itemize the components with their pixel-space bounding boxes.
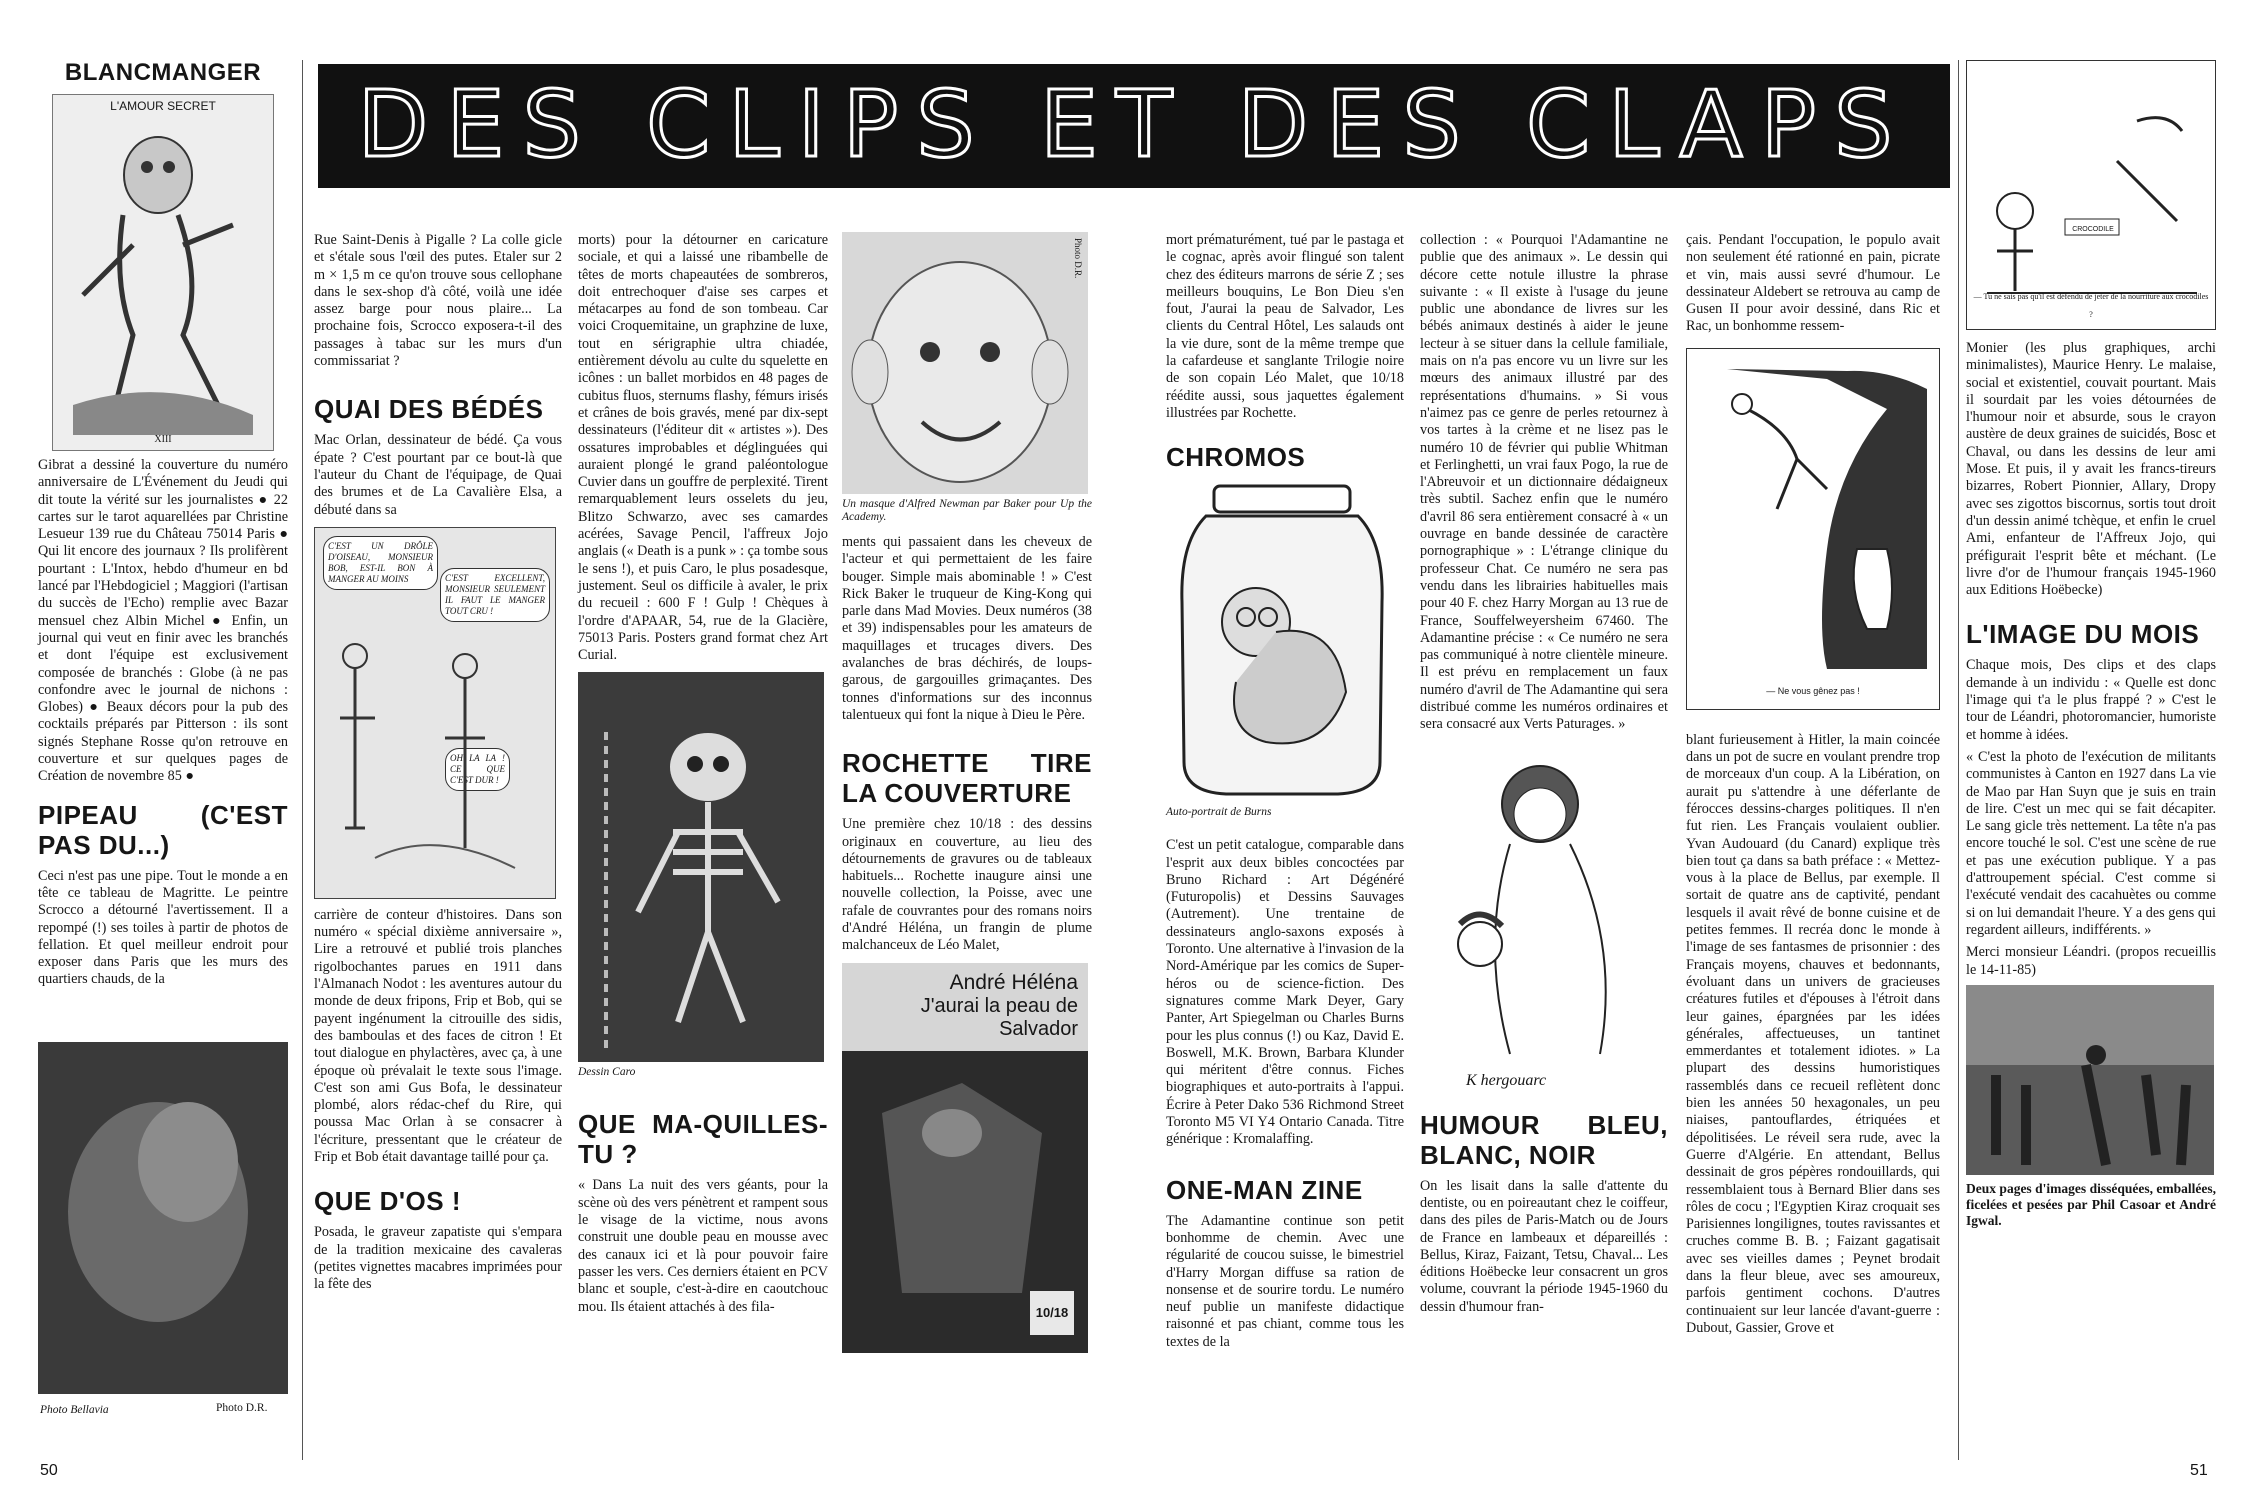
figure-line-drawing xyxy=(1420,744,1660,1064)
jar-drawing xyxy=(1166,482,1398,802)
jar-self-portrait-illustration xyxy=(1166,482,1398,802)
tarot-card-illustration xyxy=(52,94,274,451)
speech-bubble: OH LA LA ! CE QUE C'EST DUR ! xyxy=(445,748,510,791)
artist-signature: K hergouarc xyxy=(1466,1072,1547,1090)
adamantine-text: The Adamantine continue son petit bonhomme de chemin. Avec une régularité de coucou suisse, le bimestriel d'Harry Morgan diffuse sa ration de nonsense et de sourire tordu. Le numéro neuf publie un manifeste didactique raisonné et pas chiant, comme tous les textes de la xyxy=(1166,1212,1404,1350)
comic-drawing xyxy=(315,528,555,898)
occupation-text: çais. Pendant l'occupation, le populo avait non seulement été rationné en pain, picrate et vin, mais aussi sevré d'humour. Le dessinateur Aldebert se retrouva au camp de Gusen II pour avoir dessiné, dans Ric et Rac, un bonhomme ressem- xyxy=(1686,232,1940,335)
heading-pipeau: PIPEAU (C'EST PAS DU...) xyxy=(38,799,288,860)
diving-cartoon xyxy=(1686,348,1940,710)
cartoon-caption: — Tu ne sais pas qu'il est défendu de jeter de la nourriture aux crocodiles ? xyxy=(1973,292,2209,319)
page-number-right: 51 xyxy=(2190,1462,2208,1479)
mother-figure-drawing xyxy=(1420,744,1660,1094)
photo-credit: Photo D.R. xyxy=(1073,238,1083,279)
heading-que-dos: QUE D'OS ! xyxy=(314,1186,461,1217)
banner-title-lettering xyxy=(318,64,1950,188)
photo-credit-dr: Photo D.R. xyxy=(216,1402,268,1414)
mask-face-drawing xyxy=(842,232,1088,494)
book-cover-helena xyxy=(842,963,1088,1353)
column-5 xyxy=(1166,232,1404,1356)
almanach-text: carrière de conteur d'histoires. Dans son numéro « spécial dixième anniversaire », Lire a retrouvé et publié trois planches rigolbochantes parues en 1911 dans l'Almanach Nodot : les aventures autour du monde de deux fripons, Frip et Bob, qui se payent ingénument la citrouille des sidis, des bamboulas et des faces de citron ! Et tout dialogue en phylactères, avec ça, à une époque où prévalait le texte sous l'image. C'est son ami Gus Bofa, le dessinateur plombé, alors rédac-chef du Rire, qui poussa Mac Orlan à se consacrer à l'écriture, pressentant que le créateur de Frip et Bob était davantage taillé pour ça. xyxy=(314,906,562,1166)
footer-credits: Deux pages d'images disséquées, emballées, ficelées et pesées par Phil Casoar et André Igwal. xyxy=(1966,1180,2216,1228)
caption-mask: Un masque d'Alfred Newman par Baker pour Up the Academy. xyxy=(842,498,1092,523)
mad-movies-text: ments qui passaient dans les cheveux de l'acteur et qui permettaient de les faire bouger. Simple mais abominable ! » C'est Rick Baker le truqueur de King-Kong qui parle dans Mad Movies. Deux numéros (38 et 39) indispensables pour les amateurs de maquillages et trucages divers. Des avalanches de bras déchirés, de loups-garous, de gargouilles grimaçantes. Des tonnes d'informations sur des inconnus talentueux qui font la nique à Dieu le Père. xyxy=(842,534,1092,723)
column-4 xyxy=(842,232,1092,1353)
crocodile-drawing xyxy=(1967,61,2215,301)
adamantine-continued-text: collection : « Pourquoi l'Adamantine ne publie que des animaux ». Le dessin qui décore cette notule illustre la phrase suivante : « Il existe à l'usage du jeune public une abondance de livres sur les bébés animaux destinés à aider le jeune lecteur à se situer dans la cellule familiale, mais on n'a pas encore vu un livre sur les mœurs des animaux illustré par des représentations d'humains. » Si vous n'aimez pas ce genre de perles retournez à vos tartes à la crème et ne lisez pas le numéro 10 de février qui publie Whitman et Ferlinghetti, un vrai faux Pogo, la rue de l'Abreuvoir et un dictionnaire dédaigneux très subtil. Sachez enfin que le numéro d'avril 86 sera entièrement consacré à « un ouvrage en bande dessinée de caractère pornographique » : L'étrange clinique du professeur Chat. Ce numéro ne sera pas vendu dans les librairies habituelles mais pour 40 F. chez Harry Morgan au 13 rue de France, Souffelweyersheim 67460. The Adamantine précise : « Ce numéro ne sera pas communiqué à notre clientèle mineure. Il est prévu en remplacement un faux numéro d'avril de The Adamantine qui sera distribué comme les numéros ordinaires et sera consacré aux Verts Paturages. » xyxy=(1420,232,1668,733)
humour-text: On les lisait dans la salle d'attente du dentiste, ou en poireautant chez le coiffeur, dans des piles de Paris-Match ou de Jours de France en lambeaux et dépareillés : Bellus, Kiraz, Faizant, Tetsu, Chaval... Les éditions Hoëbecke leur consacrent un gros volume, couvrant la période 1945-1960 du dessin d'humour fran- xyxy=(1420,1177,1668,1315)
book-author: André Héléna xyxy=(949,970,1078,994)
skeleton-drawing xyxy=(578,672,824,1062)
column-2 xyxy=(314,232,562,1299)
skeleton-woodcut-illustration xyxy=(578,672,824,1062)
news-text: Gibrat a dessiné la couverture du numéro anniversaire de L'Événement du Jeudi qui dit toute la vérité sur les journalistes ● 22 cartes sur le tarot aquarellées par Christine Lesueur 139 rue du Château 75014 Paris ● Qui lit encore des journaux ? Ils prolifèrent pourtant : L'Intox, hebdo d'humeur en bd lancé par l'Hebdogiciel ; Maggiori (l'artisan du succès de l'Echo) remplie avec Bazar mensuel chez Albin Michel ● Enfin, un journal qui veut en finir avec les branchés et dont l'équipe est exclusivement composée de branchés : Globe (à ne pas confondre avec le journal de nichons : Globes) ● Beaux décors pour la pub des cocktails préparés par Pitterson : ils sont signés Stephane Rosse qu'on retrouve en couverture et sur quelques pages de Création de novembre 85 ● xyxy=(38,457,288,785)
card-title: L'AMOUR SECRET xyxy=(110,99,216,113)
heading-one-man-zine: ONE-MAN ZINE xyxy=(1166,1174,1363,1205)
scrocco-text: Rue Saint-Denis à Pigalle ? La colle gicle et s'étale sous l'œil des putes. Etaler sur 2 m × 1,5 m ce qu'on trouve sous cellophane dans le sex-shop d'à côté, voilà une idée assez barge pour nous plaire... La prochaine fois, Scrocco exposera-t-il des passages à tabac sur les murs d'un commissariat ? xyxy=(314,232,562,370)
page-number-left: 50 xyxy=(40,1462,58,1479)
crocodile-cartoon xyxy=(1966,60,2216,330)
column-8 xyxy=(1966,60,2216,1234)
macorlan-text: Mac Orlan, dessinateur de bédé. Ça vous épate ? C'est pourtant par ce bout-là que l'auteur du Chant de l'équipage, de Quai des brumes et de La Cavalière Elsa, a débuté dans sa xyxy=(314,432,562,518)
column-6 xyxy=(1420,232,1668,1321)
photo-credit-bellavia: Photo Bellavia xyxy=(40,1404,109,1416)
alfred-newman-mask-photo xyxy=(842,232,1088,494)
heading-blancmanger: BLANCMANGER xyxy=(64,59,262,86)
rochette-text: Une première chez 10/18 : des dessins originaux en couverture, au lieu des détournements de gravures ou de tableaux habituels... Rochette inaugure ainsi une nouvelle collection, la Poisse, avec une rafale de couvrantes pour des romans noirs d'André Héléna, un frangin de plume malchanceux de Léo Malet, xyxy=(842,816,1092,954)
heading-rochette: ROCHETTE TIRE LA COUVERTURE xyxy=(842,748,1092,809)
caption-burns: Auto-portrait de Burns xyxy=(1166,806,1272,819)
execution-photo xyxy=(1966,985,2214,1175)
image-du-mois-intro: Chaque mois, Des clips et des claps demande à un individu : « Quelle est donc l'image qui t'a le plus frappé ? » C'est le tour de Léandri, photoromancier, humoriste et homme à idées. xyxy=(1966,657,2216,743)
title-banner xyxy=(318,64,1950,188)
diver-drawing xyxy=(1687,349,1939,679)
helena-text: mort prématurément, tué par le pastaga et le cognac, après avoir flingué son talent chez des éditeurs marrons de série Z ; ses meilleurs bouquins, Le Bon Dieu s'en fout, J'aurai la peau de Salvador, Les clients du Central Hôtel, Les salauds ont la vie dure, sont de la même trempe que la cafardeuse et sanglante Trilogie noire de son copain Léo Malet, que 10/18 réédite aussi, sous jaquettes également illustrées par Rochette. xyxy=(1166,232,1404,421)
comic-panel-frip-bob xyxy=(314,527,556,899)
column-3 xyxy=(578,232,828,1321)
column-7 xyxy=(1686,232,1940,1342)
heading-humour-bleu: HUMOUR BLEU, BLANC, NOIR xyxy=(1420,1109,1668,1170)
heading-que-maquilles-tu: QUE MA-QUILLES-TU ? xyxy=(578,1109,828,1170)
maquillage-text: « Dans La nuit des vers géants, pour la scène où des vers pénètrent et rampent sous le visage de la victime, nous avons construit une double peau en mousse avec des canaux ici et là pour pouvoir faire passer les vers. Ces derniers étaient en PCV blanc et souple, c'est-à-dire en caoutchouc mou. Ils étaient attachés à des fila- xyxy=(578,1177,828,1315)
leandri-thanks: Merci monsieur Léandri. (propos recueillis le 14-11-85) xyxy=(1966,944,2216,978)
heading-image-du-mois: L'IMAGE DU MOIS xyxy=(1966,619,2200,650)
heading-quai-des-bedes: QUAI DES BÉDÉS xyxy=(314,394,544,425)
svg-text:DES CLIPS ET DES CLAPS: DES CLIPS ET DES CLAPS xyxy=(357,71,1911,178)
column-1 xyxy=(38,60,288,994)
leandri-quote: « C'est la photo de l'exécution de militants communistes à Canton en 1927 dans La vie de Mao par Han Suyn que je suis en train de lire. C'est un mec qui se fait décapiter. Le sang gicle très nettement. La tête n'a pas encore touché le sol. C'est une scène de rue et pas une exécution publique. Y a pas d'attroupement spécial. C'est comme si l'exécuté vendait des cacahuètes ou comme si on lui demandait l'heure. Y a des gens qui regardent ailleurs, indifférents. » xyxy=(1966,748,2216,938)
caption-dessin-caro: Dessin Caro xyxy=(578,1066,636,1079)
toronto-text: C'est un petit catalogue, comparable dans l'esprit aux deux bibles concoctées par Bruno Richard : Art Dégénéré (Futuropolis) et Dessins Sauvages (Autrement). Une trentaine de dessinateurs anglo-saxons exposés à Toronto. Une alternative à l'invasion de la Nord-Amérique par les comics de Super-héros ou de science-fiction. Des signatures comme Mark Deyer, Gary Panter, Art Spiegelman ou Charles Burns pour les plus connus (!) ou Kaz, David E. Boswell, M.K. Brown, Barbara Klunder qui méritent d'être connus. Fiches biographiques et auto-portraits à l'appui. Écrire à Peter Dako 536 Richmond Street Toronto M5 VI Y4 Ontario Canada. Titre générique : Kromalaffing. xyxy=(1166,837,1404,1148)
column-rule xyxy=(1958,60,1959,1460)
posada-text: Posada, le graveur zapatiste qui s'empara de la tradition mexicaine des cavaleras (petites vignettes macabres imprimées pour la fête des xyxy=(314,1224,562,1293)
sign-text: CROCODILE xyxy=(2072,226,2114,233)
book-badge: 10/18 xyxy=(1030,1291,1074,1335)
monier-text: Monier (les plus graphiques, archi minimalistes), Maurice Henry. Le malaise, social et existentiel, couvait pourtant. Mais il sourdait par les voies détournées de l'humour noir et absurde, sous le crayon austère de deux graines de suicidés, Bosc et Chaval, ou dans les dessins de leur ami Mose. Et puis, il y avait les francs-tireurs bizarres, Robert Pionnier, Allary, Dropy avec ses zigottos biscornus, sortis tout droit d'un dessin animé tchèque, et enfin le cruel Ami, enfanteur de l'Affreux Jojo, qui préfigurait l'esprit bête et méchant. (Le livre d'or de l'humour français 1945-1960 aux Editions Hoëbecke) xyxy=(1966,340,2216,599)
cartoon-caption: — Ne vous gênez pas ! xyxy=(1766,686,1860,697)
street-photo-texture xyxy=(1966,985,2214,1175)
heading-chromos: CHROMOS xyxy=(1166,442,1306,473)
speech-bubble: C'EST EXCELLENT, MONSIEUR SEULEMENT IL FAUT LE MANGER TOUT CRU ! xyxy=(440,568,550,622)
book-title: J'aurai la peau de Salvador xyxy=(920,994,1078,1040)
skeleton-figure-drawing xyxy=(53,115,273,435)
card-number: XIII xyxy=(154,433,172,445)
speech-bubble: C'EST UN DRÔLE D'OISEAU, MONSIEUR BOB, EST-IL BON À MANGER AU MOINS xyxy=(323,536,438,590)
scrocco-photo xyxy=(38,1042,288,1394)
croquemitaine-text: morts) pour la détourner en caricature sociale, et qui a laissé une ribambelle de têtes de morts chapeautées de sombreros, doit entrechoquer d'aise ses carpes et métacarpes au fond de son tombeau. Car voici Croquemitaine, un graphzine de luxe, tout en sérigraphie ultra chiadée, entièrement dévolu au culte du squelette en icônes : un ballet morbidos en 48 pages de cubitus fluos, sternums flashy, fémurs irisés et crânes de bois gravés, mené par dix-sept dessinateurs (l'éditeur dit « artistes »). Des ossatures improbables et déglinguées qui auraient plongé le grand paléontologue Cuvier dans un gouffre de perplexité. Tirent remarquablement leurs osselets du jeu, Blitzo Schwarzo, avec ses camardes acérées, Savage Pencil, l'affreux Jojo anglais (« Death is a punk » : ça tombe sous le sens !), et puis Caro, le plus posadesque, justement. Seul os difficile à avaler, le prix du recueil : 600 F ! Gulp ! Chèques à l'ordre d'APAAR, 54, rue de la Glacière, 75013 Paris. Posters grand format chez Art Curial. xyxy=(578,232,828,664)
pipeau-text: Ceci n'est pas une pipe. Tout le monde a en tête ce tableau de Magritte. Le peintre Scrocco a détourné l'avertissement. Il a repompé (!) ses toiles à partir de photos de fellation. Et quel meilleur endroit pour exposer dans Paris que les murs des quartiers chauds, de la xyxy=(38,867,288,988)
bellus-text: blant furieusement à Hitler, la main coincée dans un pot de sucre en voulant prendre trop de morceaux d'un coup. A la Libération, on aurait pu s'attendre à une déferlante de férocces dessins-charges politiques. Il n'en fut rien. Les Français voulaient oublier. Yvan Audouard (du Canard) explique très bien tout ça dans sa bath préface : « Mettez-vous à la place de Bellus, par exemple. Il sortait de quatre ans de captivité, pendant lesquels il avait rêvé de bonne cuisine et de petites femmes. Il recréa donc le monde à l'image de ses fantasmes de prisonnier : des Français moyens, chauves et bedonnants, évoluant dans un univers de gracieuses créatures futiles et d'épouses à l'étroit dans leur gaines, épargnées par les idées générales, affectueuses, un tantinet emmerdantes et totalement idiotes. » La plupart des dessins humoristiques rassemblés dans ce recueil reflètent donc bien les années 50 hexagonales, un peu niaises, pantouflardes, étriquées et dépolitisées. Le réveil sera rude, avec la Guerre d'Algérie. En attendant, Bellus dessinait de gros pépères rondouillards, qui ressemblaient tous à Bernard Blier dans ses rôles de cocu ; l'Egyptien Kiraz croquait ses Parisiennes longilignes, toutes ravissantes et cruches comme B. B. ; Faizant gagatisait avec ses vieilles dames ; Peynet brodait dans la fleur bleue, avec ses amoureux, parfois gentiment cochons. D'autres continuaient sur leur lancée d'avant-guerre : Dubout, Gassier, Grove et xyxy=(1686,731,1940,1336)
photo-texture xyxy=(38,1042,288,1394)
column-rule xyxy=(302,60,303,1460)
